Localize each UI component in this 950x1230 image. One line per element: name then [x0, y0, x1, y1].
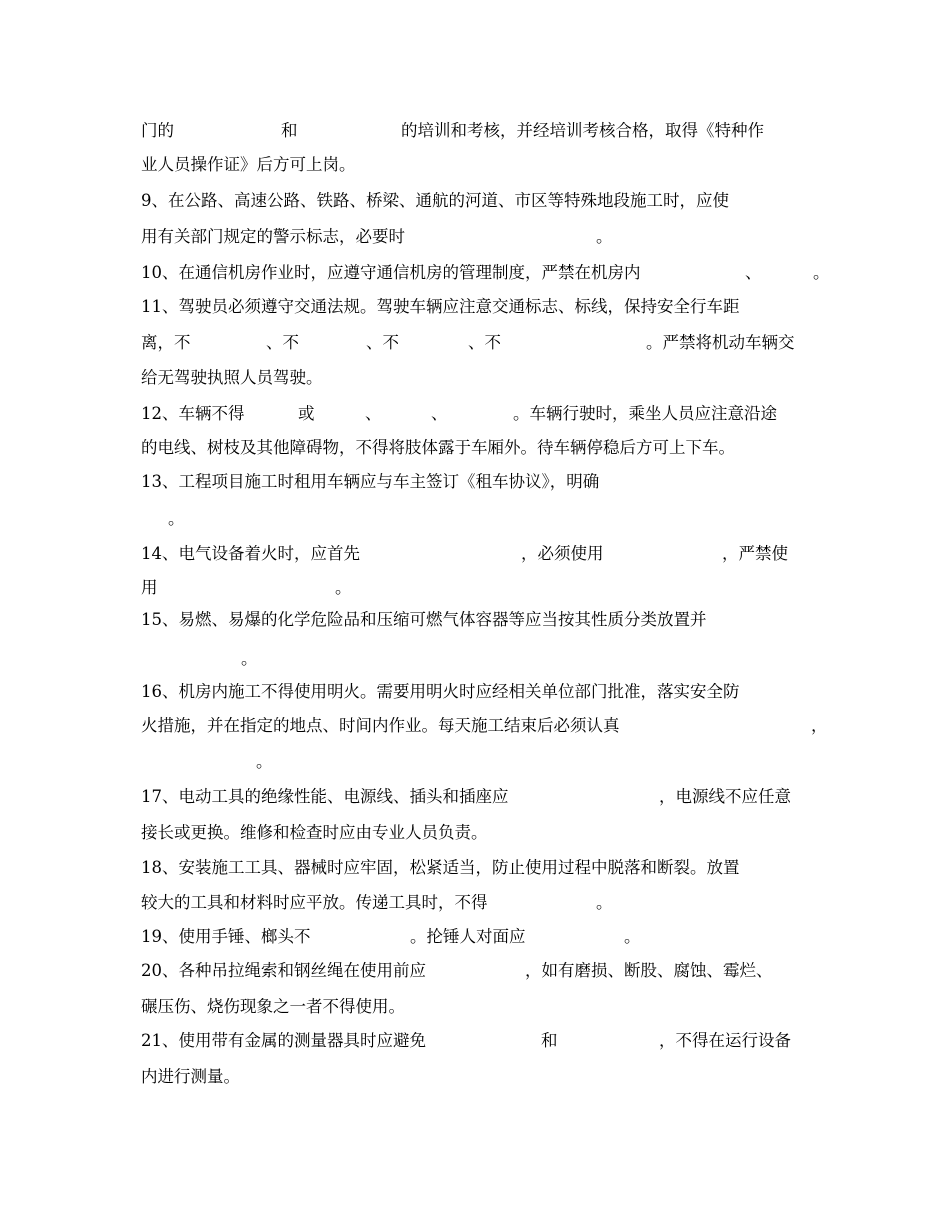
text-line: ，如有磨损、断股、腐蚀、霉烂、 — [525, 961, 773, 980]
text-line: 14、电气设备着火时，应首先 — [141, 544, 360, 563]
text-line: 业人员操作证》后方可上岗。 — [141, 155, 356, 174]
text-line: 的电线、树枝及其他障碍物，不得将肢体露于车厢外。待车辆停稳后方可上下车。 — [141, 438, 735, 457]
text-line: 。车辆行驶时，乘坐人员应注意沿途 — [513, 404, 777, 423]
text-line: 离，不 — [141, 333, 191, 352]
text-line: 给无驾驶执照人员驾驶。 — [141, 368, 323, 387]
text-line: 、 — [745, 263, 762, 282]
text-line: 。 — [335, 578, 352, 597]
text-line: 13、工程项目施工时租用车辆应与车主签订《租车协议》，明确 — [141, 472, 600, 491]
text-line: 。 — [813, 263, 830, 282]
text-line: 和 — [541, 1031, 558, 1050]
text-line: 和 — [281, 121, 298, 140]
text-line: 的培训和考核，并经培训考核合格，取得《特种作 — [401, 121, 764, 140]
text-line: 火措施，并在指定的地点、时间内作业。每天施工结束后必须认真 — [141, 716, 620, 735]
text-line: 20、各种吊拉绳索和钢丝绳在使用前应 — [141, 961, 426, 980]
text-line: 。 — [596, 893, 613, 912]
text-line: 19、使用手锤、榔头不 — [141, 927, 311, 946]
text-line: ，严禁使 — [722, 544, 788, 563]
text-line: 接长或更换。维修和检查时应由专业人员负责。 — [141, 823, 488, 842]
text-line: 较大的工具和材料时应平放。传递工具时，不得 — [141, 893, 488, 912]
text-line: 。严禁将机动车辆交 — [646, 333, 795, 352]
text-line: 18、安装施工工具、器械时应牢固，松紧适当，防止使用过程中脱落和断裂。放置 — [141, 858, 740, 877]
text-line: 。抡锤人对面应 — [410, 927, 526, 946]
text-line: ，必须使用 — [521, 544, 604, 563]
text-line: 、 — [431, 404, 448, 423]
text-line: 内进行测量。 — [141, 1067, 240, 1086]
text-line: 15、易燃、易爆的化学危险品和压缩可燃气体容器等应当按其性质分类放置并 — [141, 610, 707, 629]
text-line: 碾压伤、烧伤现象之一者不得使用。 — [141, 997, 405, 1016]
text-line: 21、使用带有金属的测量器具时应避免 — [141, 1031, 426, 1050]
text-line: 门的 — [141, 121, 174, 140]
text-line: 。 — [241, 649, 258, 668]
text-line: 。 — [168, 509, 185, 528]
text-line: 。 — [596, 227, 613, 246]
text-line: ，不得在运行设备 — [659, 1031, 791, 1050]
text-line: 9、在公路、高速公路、铁路、桥梁、通航的河道、市区等特殊地段施工时，应使 — [141, 191, 729, 210]
text-line: 、不 — [468, 333, 501, 352]
text-line: 。 — [256, 752, 273, 771]
text-line: 、不 — [366, 333, 399, 352]
text-line: 、 — [365, 404, 382, 423]
text-line: ，电源线不应任意 — [659, 787, 791, 806]
text-line: ， — [811, 716, 828, 735]
text-line: 16、机房内施工不得使用明火。需要用明火时应经相关单位部门批准，落实安全防 — [141, 682, 740, 701]
text-line: 11、驾驶员必须遵守交通法规。驾驶车辆应注意交通标志、标线，保持安全行车距 — [141, 297, 740, 316]
text-line: 或 — [298, 404, 315, 423]
text-line: 、不 — [266, 333, 299, 352]
text-line: 。 — [624, 927, 641, 946]
text-line: 17、电动工具的绝缘性能、电源线、插头和插座应 — [141, 787, 509, 806]
text-line: 用 — [141, 578, 158, 597]
text-line: 10、在通信机房作业时，应遵守通信机房的管理制度，严禁在机房内 — [141, 263, 641, 282]
text-line: 用有关部门规定的警示标志，必要时 — [141, 227, 405, 246]
text-line: 12、车辆不得 — [141, 404, 245, 423]
